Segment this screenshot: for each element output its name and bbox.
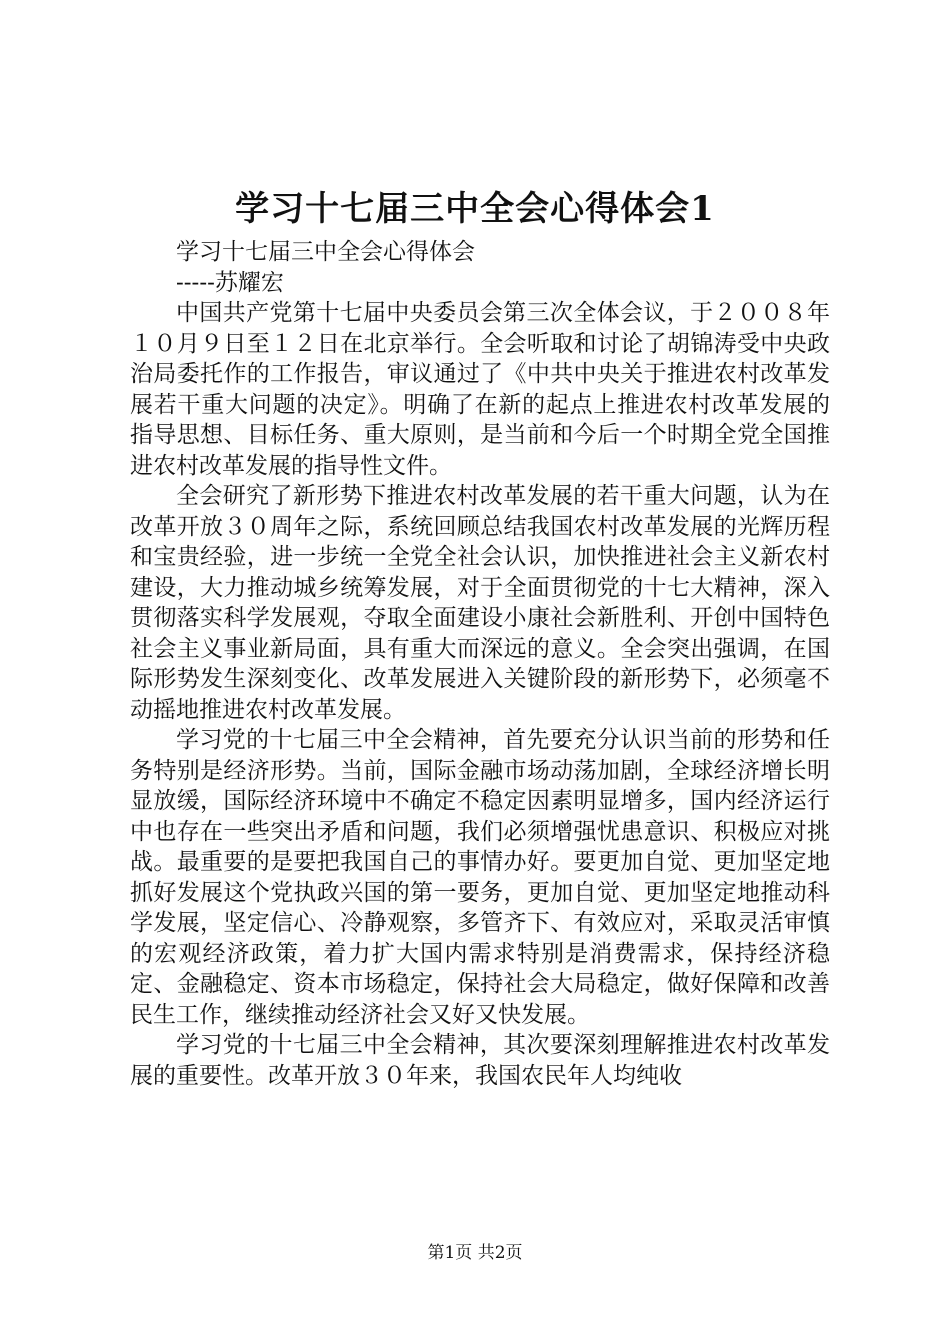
document-author: -----苏耀宏 bbox=[176, 269, 284, 296]
document-body bbox=[130, 237, 830, 1091]
paragraph-1: 中国共产党第十七届中央委员会第三次全体会议，于２００８年１０月９日至１２日在北京举行。全会听取和讨论了胡锦涛受中央政治局委托作的工作报告，审议通过了《中共中央关于推进农村改革发展若干重大问题的决定》。明确了在新的起点上推进农村改革发展的指导思想、目标任务、重大原则，是当前和今后一个时期全党全国推进农村改革发展的指导性文件。 bbox=[130, 300, 830, 479]
page-footer: 第1页 共2页 bbox=[427, 1243, 523, 1263]
paragraph-3: 学习党的十七届三中全会精神，首先要充分认识当前的形势和任务特别是经济形势。当前，国际金融市场动荡加剧，全球经济增长明显放缓，国际经济环境中不确定不稳定因素明显增多，国内经济运行中也存在一些突出矛盾和问题，我们必须增强忧患意识、积极应对挑战。最重要的是要把我国自己的事情办好。要更加自觉、更加坚定地抓好发展这个党执政兴国的第一要务，更加自觉、更加坚定地推动科学发展，坚定信心、冷静观察，多管齐下、有效应对，采取灵活审慎的宏观经济政策，着力扩大国内需求特别是消费需求，保持经济稳定、金融稳定、资本市场稳定，保持社会大局稳定，做好保障和改善民生工作，继续推动经济社会又好又快发展。 bbox=[130, 727, 830, 1028]
document-subtitle: 学习十七届三中全会心得体会 bbox=[176, 239, 475, 265]
paragraph-2: 全会研究了新形势下推进农村改革发展的若干重大问题，认为在改革开放３０周年之际，系统回顾总结我国农村改革发展的光辉历程和宝贵经验，进一步统一全党全社会认识，加快推进社会主义新农村建设，大力推动城乡统筹发展，对于全面贯彻党的十七大精神，深入贯彻落实科学发展观，夺取全面建设小康社会新胜利、开创中国特色社会主义事业新局面，具有重大而深远的意义。全会突出强调，在国际形势发生深刻变化、改革发展进入关键阶段的新形势下，必须毫不动摇地推进农村改革发展。 bbox=[130, 483, 830, 723]
document-title: 学习十七届三中全会心得体会1 bbox=[235, 189, 715, 229]
paragraph-4: 学习党的十七届三中全会精神，其次要深刻理解推进农村改革发展的重要性。改革开放３０年来，我国农民年人均纯收 bbox=[130, 1032, 830, 1089]
